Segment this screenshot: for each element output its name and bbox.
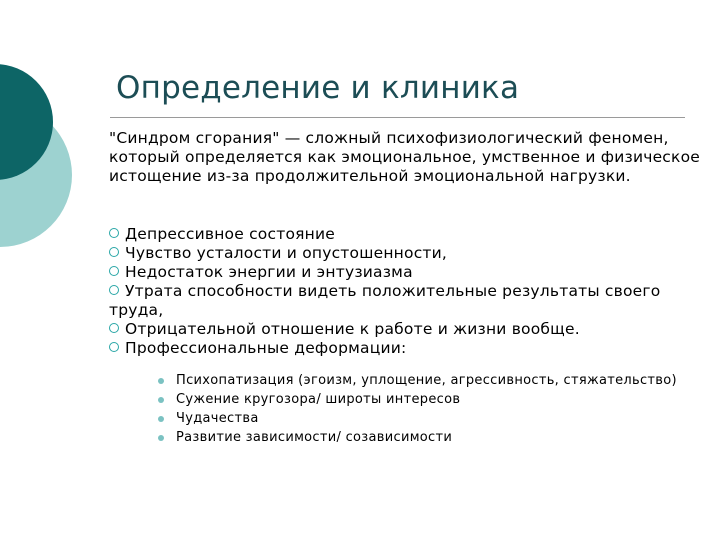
sub-list-item: Чудачества: [158, 411, 678, 426]
decorative-circles: [0, 0, 120, 300]
ring-bullet-icon: [109, 342, 119, 352]
list-item: Чувство усталости и опустошенности,: [109, 244, 709, 263]
deformation-sublist: [158, 373, 678, 449]
symptom-list: [109, 225, 709, 358]
list-item: Профессиональные деформации:: [109, 339, 709, 358]
list-item: Утрата способности видеть положительные результаты своего труда,: [109, 282, 661, 319]
slide-title: Определение и клиника: [116, 70, 520, 106]
ring-bullet-icon: [109, 285, 119, 295]
ring-bullet-icon: [109, 228, 119, 238]
sub-list-item: Развитие зависимости/ созависимости: [158, 430, 678, 445]
ring-bullet-icon: [109, 247, 119, 257]
dot-bullet-icon: [158, 378, 164, 384]
ring-bullet-icon: [109, 266, 119, 276]
ring-bullet-icon: [109, 323, 119, 333]
sub-list-item: Психопатизация (эгоизм, уплощение, агрессивность, стяжательство): [158, 373, 678, 388]
list-item: Недостаток энергии и энтузиазма: [109, 263, 709, 282]
definition-paragraph: "Синдром сгорания" — сложный психофизиологический феномен, который определяется как эмоциональное, умственное и физическое истощение из-за продолжительной эмоциональной нагрузки.: [109, 129, 701, 185]
sub-list-item: Сужение кругозора/ широты интересов: [158, 392, 678, 407]
dot-bullet-icon: [158, 416, 164, 422]
list-item: Депрессивное состояние: [109, 225, 709, 244]
dot-bullet-icon: [158, 435, 164, 441]
list-item: Отрицательной отношение к работе и жизни вообще.: [109, 320, 709, 339]
title-divider: [110, 117, 685, 118]
dot-bullet-icon: [158, 397, 164, 403]
